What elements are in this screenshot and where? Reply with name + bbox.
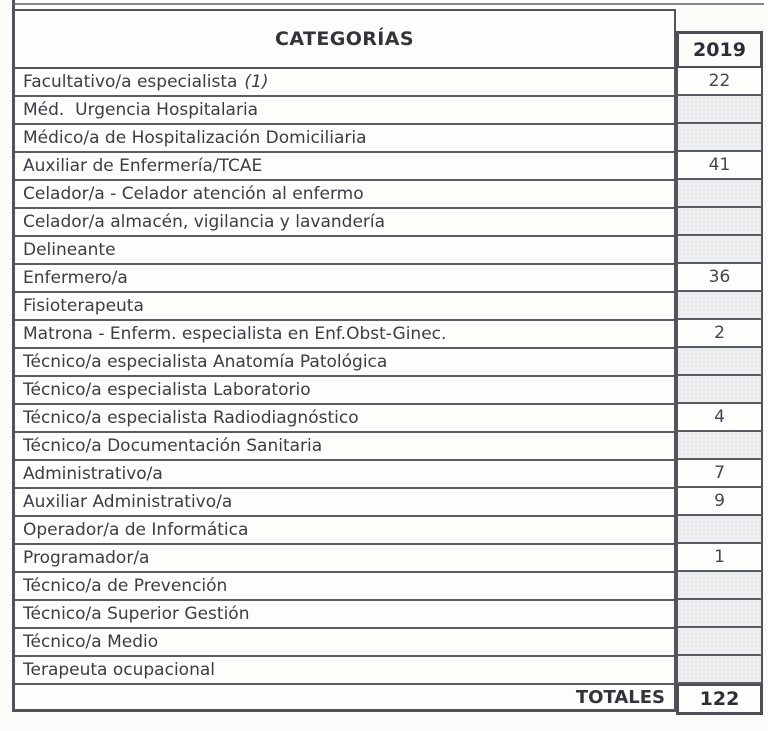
row-value-cell (676, 236, 763, 264)
totals-value-cell: 122 (676, 684, 763, 715)
row-value-cell (676, 292, 763, 320)
row-label: Administrativo/a (23, 464, 163, 484)
table-row (15, 461, 674, 489)
value-cells (676, 68, 763, 684)
row-value-cell: 22 (676, 68, 763, 96)
row-label: Técnico/a especialista Radiodiagnóstico (23, 408, 359, 428)
row-label: Terapeuta ocupacional (23, 660, 215, 680)
row-label: Técnico/a Documentación Sanitaria (23, 436, 323, 456)
year-header-label: 2019 (693, 39, 746, 61)
row-value-cell: 1 (676, 544, 763, 572)
table-row (15, 657, 674, 685)
row-label: Técnico/a de Prevención (23, 576, 228, 596)
row-label: Técnico/a Medio (23, 632, 159, 652)
row-label: Delineante (23, 240, 116, 260)
row-value-cell: 9 (676, 488, 763, 516)
table-row (15, 573, 674, 601)
table-row (15, 545, 674, 573)
table-row (15, 153, 674, 181)
row-label: Auxiliar Administrativo/a (23, 492, 233, 512)
row-value-cell (676, 348, 763, 376)
row-value-cell (676, 628, 763, 656)
row-value-cell (676, 96, 763, 124)
row-value-cell (676, 572, 763, 600)
row-label: Méd. Urgencia Hospitalaria (23, 100, 259, 120)
row-value-cell (676, 208, 763, 236)
table-row (15, 293, 674, 321)
row-label: Operador/a de Informática (23, 520, 249, 540)
categories-header-label: CATEGORÍAS (275, 28, 414, 50)
table-row (15, 265, 674, 293)
row-label: Médico/a de Hospitalización Domiciliaria (23, 128, 367, 148)
table-row (15, 629, 674, 657)
row-label: Celador/a - Celador atención al enfermo (23, 184, 364, 204)
row-value-cell: 4 (676, 404, 763, 432)
row-value-cell (676, 656, 763, 684)
year-value-column (676, 31, 763, 715)
totals-row (15, 685, 674, 709)
table-row (15, 321, 674, 349)
row-value-cell (676, 180, 763, 208)
table-row (15, 181, 674, 209)
table-row (15, 349, 674, 377)
table-row (15, 489, 674, 517)
table-row (15, 433, 674, 461)
row-value-cell (676, 376, 763, 404)
row-value-cell (676, 516, 763, 544)
totals-label: TOTALES (575, 686, 665, 708)
row-label: Fisioterapeuta (23, 296, 144, 316)
row-label: Enfermero/a (23, 268, 128, 288)
row-value-cell: 41 (676, 152, 763, 180)
row-label: Celador/a almacén, vigilancia y lavandería (23, 212, 386, 232)
table-row (15, 97, 674, 125)
table-row (15, 601, 674, 629)
categories-table (12, 9, 676, 712)
row-value-cell: 2 (676, 320, 763, 348)
row-value-cell (676, 432, 763, 460)
row-value-cell: 36 (676, 264, 763, 292)
table-header-categorias (15, 11, 674, 69)
row-value-cell (676, 600, 763, 628)
row-label: Técnico/a especialista Laboratorio (23, 380, 311, 400)
scan-artifact-line (12, 3, 764, 5)
table-row (15, 517, 674, 545)
row-label: Auxiliar de Enfermería/TCAE (23, 156, 263, 176)
row-value-cell (676, 124, 763, 152)
row-value-cell: 7 (676, 460, 763, 488)
row-label: Facultativo/a especialista (23, 72, 238, 92)
table-row (15, 405, 674, 433)
row-label: Técnico/a especialista Anatomía Patológica (23, 352, 388, 372)
category-rows (15, 69, 674, 685)
row-label: Matrona - Enferm. especialista en Enf.Obst-Ginec. (23, 324, 447, 344)
row-label: Técnico/a Superior Gestión (23, 604, 250, 624)
table-row (15, 125, 674, 153)
table-row (15, 209, 674, 237)
row-note: (1) (244, 72, 269, 92)
table-row (15, 69, 674, 97)
row-label: Programador/a (23, 548, 150, 568)
table-row (15, 237, 674, 265)
year-header-cell (676, 31, 763, 68)
table-row (15, 377, 674, 405)
